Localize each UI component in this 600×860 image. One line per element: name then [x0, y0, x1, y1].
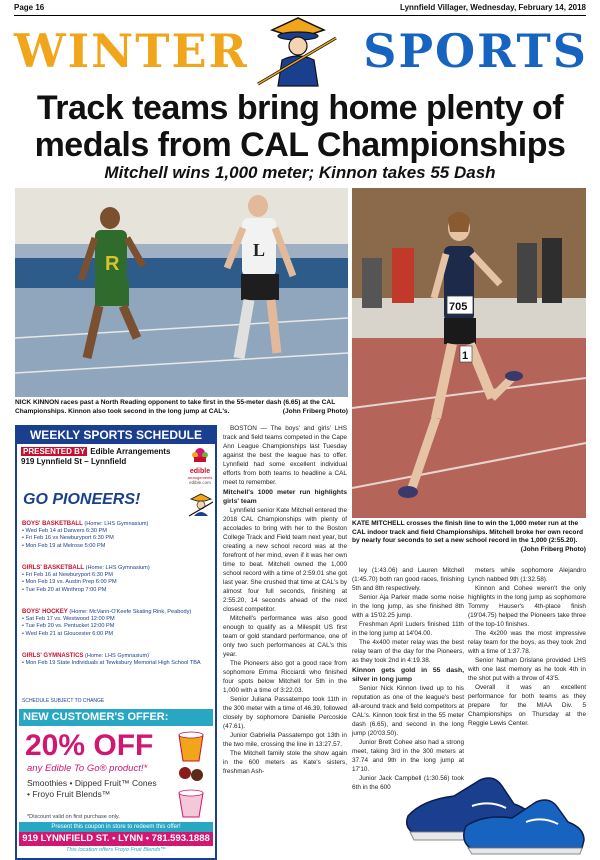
kinnon-race-photo [15, 188, 348, 397]
schedule-game: • Tue Feb 20 vs. Pentucket 12:00 PM [22, 623, 115, 630]
schedule-game: • Fri Feb 16 vs Newburyport 6:30 PM [22, 535, 114, 542]
article-paragraph: Junior Jack Campbell (1:30.56) took 6th in the 600 [352, 775, 464, 791]
article-subhead: Mitchell's 1000 meter run highlights girls' team [223, 489, 347, 505]
article-paragraph: Junior Gabriella Passatempo got 13th in the two mile, crossing the line in 13:27.57. [223, 732, 347, 748]
article-paragraph: Senior Nathan Drislane provided LHS with one last memory as he took 4th in the shot put with a throw of 43'5. [468, 657, 586, 682]
coupon-line1: Smoothies • Dipped Fruit™ Cones [27, 778, 157, 788]
headline: Track teams bring home plenty of medals from CAL Championships [34, 89, 566, 164]
running-shoes-icon [402, 760, 586, 856]
boys-hockey-title: BOYS' HOCKEY [22, 609, 68, 615]
article-column-2 [352, 566, 464, 792]
article-paragraph: BOSTON — The boys' and girls' LHS track and field teams competed in the Cape Ann League Championships last Tuesday against the best the league has to offer. Lynnfield had some excellent individual efforts from both teams to headline a CAL meet to remember. [223, 425, 347, 486]
smoothie-cups-icon [171, 729, 211, 821]
gymnastics-schedule [22, 653, 216, 667]
boys-hockey-schedule [22, 609, 216, 638]
go-pioneers: GO PIONEERS! [23, 491, 141, 508]
pioneer-mascot-icon [252, 16, 344, 88]
hip-number: 1 [462, 350, 469, 362]
photo2-credit: (John Friberg Photo) [520, 545, 586, 553]
subheadline: Mitchell wins 1,000 meter; Kinnon takes 55 Dash [104, 163, 496, 182]
photo1-credit: (John Friberg Photo) [282, 407, 348, 415]
schedule-game: • Fri Feb 16 at Newburyport 6:30 PM [22, 572, 113, 579]
article-paragraph: Senior Nick Kinnon lived up to his reputation as one of the league's best all-around track and field competitors at CAL's. Kinnon took first in the 55 meter dash (6.65), and second in the long jump (20'03.50). [352, 685, 464, 737]
schedule-game: • Sat Feb 17 vs. Westwood 12:00 PM [22, 616, 115, 623]
article-paragraph: Overall it was an excellent performance for both teams as they prepare for the MIAA Div. 5 Championships on Thursday at the Reggie Lewis Center. [468, 684, 586, 727]
photo2-caption-text: KATE MITCHELL crosses the finish line to win the 1,000 meter run at the CAL indoor track and field Championships. Mitchell broke her own record by nearly four seconds to set a new school record in the 1,000 (2:55.20). [352, 520, 584, 545]
schedule-title: WEEKLY SPORTS SCHEDULE [17, 427, 215, 444]
article-paragraph: Mitchell's performance was also good enough to qualify as a Milesplit US first team or gold standard performance, one of only two such performances at CAL's this year. [223, 615, 347, 658]
article-paragraph: Lynnfield senior Kate Mitchell entered the 2018 CAL Championships with plenty of accolades to bring with her to the Boston College Track and Field team next year, but creating a new school record was at the forefront of her mind, even if it was her own time to beat. Mitchell owned the 1,000 school record with a time of 2:59.01 she got last year. She crushed that time at CAL's by almost four full seconds, finishing at 2:55.20, 14 seconds ahead of the next closest competitor. [223, 507, 347, 613]
coupon-address: 919 LYNNFIELD ST. • LYNN • 781.593.1888 [19, 832, 213, 846]
race-bib: 705 [449, 301, 468, 313]
boys-basketball-schedule [22, 521, 192, 550]
presented-by-label: PRESENTED BY [23, 447, 86, 456]
article-column-1 [223, 424, 347, 776]
coupon-location: This location offers Froyo Fruit Blends™ [66, 847, 166, 853]
fruit-basket-icon [191, 447, 209, 463]
edible-logo-text: edible [189, 468, 211, 475]
boys-hockey-venue: (Home: McVann-O'Keefe Skating Rink, Peabody) [69, 609, 192, 615]
edible-logo [185, 447, 215, 486]
photo1-caption-text: NICK KINNON races past a North Reading opponent to take first in the 55-meter dash (6.65) at the CAL Championships. Kinnon also took second in the long jump at CAL's. [15, 399, 336, 415]
photo1-caption [15, 399, 348, 416]
coupon-title: NEW CUSTOMER'S OFFER: [19, 709, 213, 726]
boys-bball-venue: (Home: LHS Gymnasium) [84, 521, 149, 527]
girls-basketball-schedule [22, 565, 192, 594]
girls-bball-venue: (Home: LHS Gymnasium) [85, 565, 150, 571]
sponsor-name: Edible Arrangements [90, 447, 171, 456]
schedule-game: • Tue Feb 20 at Winthrop 7:00 PM [22, 586, 107, 593]
gymnastics-venue: (Home: LHS Gymnasium) [85, 653, 150, 659]
publication-info: Lynnfield Villager, Wednesday, February 14, 2018 [399, 3, 586, 12]
schedule-sponsor [21, 447, 170, 467]
coupon-present: Present this coupon in store to redeem this offer! [19, 822, 213, 832]
edible-logo-url: edible.com [189, 480, 211, 485]
article-subhead: Kinnon gets gold in 55 dash, silver in long jump [352, 667, 464, 683]
banner-winter: WINTER [14, 24, 249, 78]
coupon-ad [19, 709, 213, 856]
article-paragraph: Senior Aja Parker made some noise in the long jump, as she finished 8th with a 15'02.25 jump. [352, 594, 464, 619]
weekly-sports-schedule [15, 425, 217, 860]
article-paragraph: The 4x400 meter relay was the best relay team of the day for the Pioneers, as they took 2nd in 4:19.38. [352, 639, 464, 664]
coupon-disclaimer: *Discount valid on first purchase only. [27, 814, 120, 820]
article-paragraph: The Mitchell family stole the show again in the 600 meters as Kate's sisters, freshman Ash- [223, 750, 347, 775]
article-paragraph: meters while sophomore Alejandro Lynch nabbed 9th (1:32.58). [468, 567, 586, 583]
article-column-3 [468, 566, 586, 728]
article-paragraph: Freshman April Luders finished 11th in the long jump at 14'04.00. [352, 621, 464, 637]
schedule-game: • Mon Feb 19 State Individuals at Tewksbury Memorial High School TBA [22, 660, 201, 667]
coupon-any: any Edible To Go® product!* [27, 763, 148, 774]
coupon-percent: 20% OFF [25, 729, 154, 762]
photo2-caption [352, 520, 586, 554]
girls-bball-title: GIRLS' BASKETBALL [22, 565, 85, 571]
boys-bball-title: BOYS' BASKETBALL [22, 521, 83, 527]
article-paragraph: Junior Brett Cohee also had a strong meet, taking 3rd in the 300 meters at 37.74 and 9th in the long jump at 17'10. [352, 739, 464, 773]
banner-sports: SPORTS [363, 24, 588, 78]
bib-letter-right: L [253, 240, 266, 260]
page-number: Page 16 [14, 3, 45, 12]
schedule-game: • Wed Feb 14 at Danvers 6:30 PM [22, 528, 107, 535]
article-paragraph: The 4x200 was the most impressive relay team for the boys, as they took 2nd with a time of 1:37.78. [468, 630, 586, 655]
coupon-products [27, 778, 157, 800]
gymnastics-title: GIRLS' GYMNASTICS [22, 653, 84, 659]
article-paragraph: The Pioneers also got a good race from sophomore Emma Ricciardi who finished four spots below Mitchell for 5th in the 1,000 with a time of 3:22.03. [223, 660, 347, 694]
edible-logo-sub: arrangements [187, 475, 213, 480]
pioneer-small-icon [187, 493, 215, 517]
schedule-game: • Mon Feb 19 vs. Austin Prep 6:00 PM [22, 579, 117, 586]
article-paragraph: Senior Juliana Passatempo took 11th in the 300 meter with a time of 46.39, followed closely by sophomore Danielle Percoskie (47.61). [223, 696, 347, 730]
mitchell-finish-photo [352, 188, 586, 518]
coupon-line2: • Froyo Fruit Blends™ [27, 789, 111, 799]
schedule-game: • Mon Feb 19 at Melrose 5:00 PM [22, 542, 106, 549]
schedule-game: • Wed Feb 21 at Gloucester 6:00 PM [22, 630, 114, 637]
article-paragraph: Kinnon and Cohee weren't the only highlights in the long jump as sophomore Tommy Hauser's 4th-place finish (19'04.75) helped the Pioneers take three of the top-10 finishes. [468, 585, 586, 628]
page-header [14, 3, 586, 15]
bib-letter-left: R [105, 253, 120, 275]
schedule-note: SCHEDULE SUBJECT TO CHANGE [22, 698, 105, 704]
sponsor-address: 919 Lynnfield St – Lynnfield [21, 457, 127, 466]
article-paragraph: ley (1:43.06) and Lauren Mitchell (1:45.70) both ran good races, finishing 5th and 8th respectively. [352, 567, 464, 592]
